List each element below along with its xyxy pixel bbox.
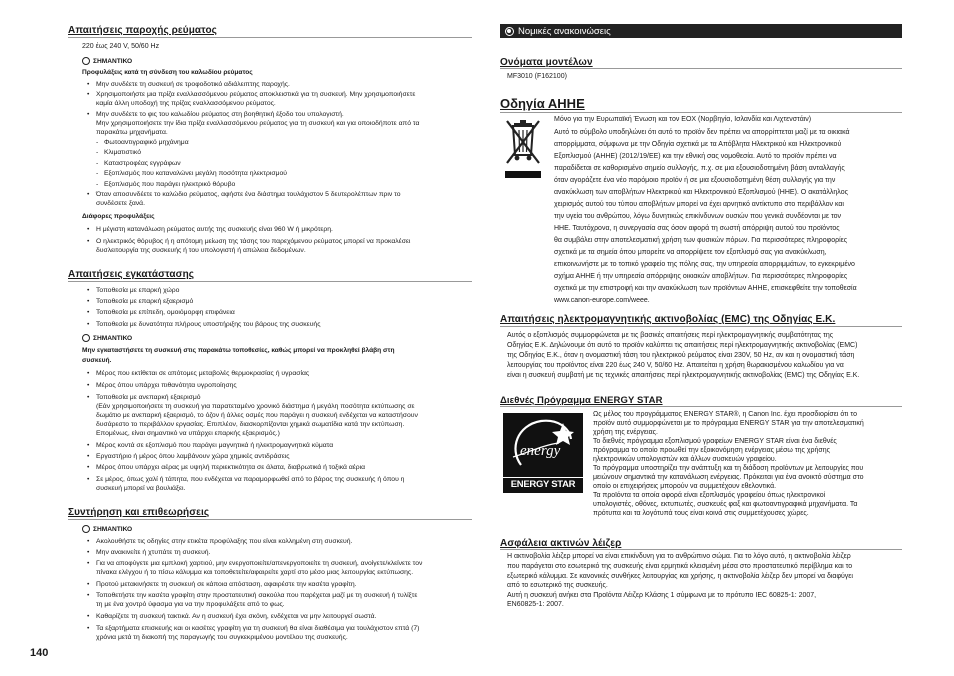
- weee-text: σχετικά με την επιστροφή και την ανακύκλωση των προϊόντων ΑΗΗΕ, επισκεφθείτε την τοποθεσία: [554, 285, 857, 292]
- dash-item: - Καταστροφέας εγγράφων: [104, 159, 181, 168]
- list-item: • Μέρος όπου υπάρχει πιθανότητα υγροποίησης: [96, 381, 237, 390]
- energy-star-text: υπολογιστές, οθόνες, εκτυπωτές, συσκευές φαξ και φωτοαντιγραφικά μηχανήματα. Τα: [593, 501, 858, 508]
- laser-text: Η ακτινοβολία λέιζερ μπορεί να είναι επικίνδυνη για το ανθρώπινο σώμα. Για το λόγο αυτό, η ακτινοβολία λέιζερ: [507, 553, 851, 560]
- list-item-cont: (Εάν χρησιμοποιήσετε τη συσκευή για παρατεταμένο χρονικό διάστημα ή μεγάλη ποσότητα εκτύπωσης σε: [96, 403, 415, 410]
- list-item: • Ακολουθήστε τις οδηγίες στην ετικέτα προφύλαξης που είναι κολλημένη στη συσκευή.: [96, 537, 352, 546]
- weee-text: σχετικά με τα σημεία όπου μπορείτε να απορρίψετε τον εξοπλισμό σας για ανακύκλωση,: [554, 249, 827, 256]
- important-label: ΣΗΜΑΝΤΙΚΟ: [82, 525, 132, 533]
- list-item: • Προτού μετακινήσετε τη συσκευή σε κάποια απόσταση, αφαιρέστε την κασέτα γραφίτη.: [96, 580, 357, 589]
- model-names-heading: Ονόματα μοντέλων: [500, 57, 593, 68]
- divider: [68, 519, 472, 520]
- dash-item: - Φωτοαντιγραφικό μηχάνημα: [104, 138, 189, 147]
- weee-text: απορρίμματα, σύμφωνα με την Οδηγία σχετικά με τα Απόβλητα Ηλεκτρικού και Ηλεκτρονικού: [554, 141, 842, 148]
- energy-star-text: μειώνουν σημαντικά την κατανάλωση ενέργειας. Πρόκειται για ένα ανοικτό σύστημα στο: [593, 474, 864, 481]
- weee-text: παραδίδεται σε καθορισμένο σημείο συλλογής, π.χ. σε μια εξουσιοδοτημένη βάση ανταλλαγής: [554, 165, 845, 172]
- energy-star-heading: Διεθνές Πρόγραμμα ENERGY STAR: [500, 395, 663, 406]
- weee-text: Μόνο για την Ευρωπαϊκή Ένωση και τον ΕΟΧ (Νορβηγία, Ισλανδία και Λιχτενστάιν): [554, 116, 812, 123]
- weee-text: Αυτό το σύμβολο υποδηλώνει ότι αυτό το προϊόν δεν πρέπει να απορρίπτεται μαζί με τα οικιακά: [554, 129, 850, 136]
- weee-text: χειρισμός αυτού του τύπου αποβλήτων μπορεί να έχει αρνητικό αντίκτυπο στο περιβάλλον και: [554, 201, 844, 208]
- divider: [500, 549, 902, 550]
- list-item-cont: καμία άλλη υποδοχή της πρίζας εναλλασσόμενου ρεύματος.: [96, 100, 276, 107]
- important-label: ΣΗΜΑΝΤΙΚΟ: [82, 57, 132, 65]
- energy-star-text: πρότυπα και τα λογότυπά τους είναι κοινά στις συμμετέχουσες χώρες.: [593, 510, 809, 517]
- laser-text: που παράγεται στο εσωτερικό της συσκευής είναι ερμητικά κλεισμένη μέσα στο προστατευτικό περίβλημα και το: [507, 563, 853, 570]
- weee-title: Οδηγία ΑΗΗΕ: [500, 96, 585, 111]
- list-item: • Μέρος όπου υπάρχει αέρας με υψηλή περιεκτικότητα σε άλατα, διαβρωτικά ή τοξικά αέρια: [96, 463, 365, 472]
- list-item-cont: συνδέσετε ξανά.: [96, 200, 145, 207]
- emc-text: Αυτός ο εξοπλισμός συμμορφώνεται με τις βασικές απαιτήσεις περί ηλεκτρομαγνητικής συμβατότητας της: [507, 332, 834, 339]
- subheading: συσκευή.: [82, 357, 112, 364]
- energy-star-text: οποίο οι επιχειρήσεις μπορούν να συμμετέχουν εθελοντικά.: [593, 483, 777, 490]
- weee-text: ΗΗΕ. Ταυτόχρονα, η συνεργασία σας όσον αφορά τη σωστή απόρριψη αυτού του προϊόντος: [554, 225, 840, 232]
- dash-item: - Εξοπλισμός που παράγει ηλεκτρικό θόρυβο: [104, 180, 235, 189]
- laser-text: από το εσωτερικό της συσκευής.: [507, 582, 608, 589]
- list-item: • Τοποθεσία με ανεπαρκή εξαερισμό: [96, 393, 201, 402]
- energy-star-text: Ως μέλος του προγράμματος ENERGY STAR®, η Canon Inc. έχει προσδιορίσει ότι το: [593, 411, 857, 418]
- laser-text: Αυτή η συσκευή ανήκει στα Προϊόντα Λέιζερ Κλάσης 1 σύμφωνα με το πρότυπο IEC 60825-1: 2007,: [507, 592, 817, 599]
- logo-divider: [503, 477, 583, 478]
- divider: [500, 326, 902, 327]
- svg-text:energy: energy: [520, 443, 561, 459]
- subheading: Μην εγκαταστήσετε τη συσκευή στις παρακάτω τοποθεσίες, καθώς μπορεί να προκληθεί βλάβη στη: [82, 347, 395, 354]
- list-item: • Μέρος κοντά σε εξοπλισμό που παράγει μαγνητικά ή ηλεκτρομαγνητικά κύματα: [96, 441, 333, 450]
- list-item: • Μην συνδέετε το φις του καλωδίου ρεύματος στη βοηθητική έξοδο του υπολογιστή.: [96, 110, 344, 119]
- weee-text: επικοινωνήστε με το τοπικό γραφείο της πόλης σας, την υπηρεσία απορριμμάτων, το εγκεκριμένο: [554, 261, 855, 268]
- emc-text: Οδηγίας Ε.Κ. Δηλώνουμε ότι αυτό το προϊόν καλύπτει τις απαιτήσεις περί ηλεκτρομαγνητικής ακτινοβολίας (EMC): [507, 342, 858, 349]
- divider: [500, 112, 902, 113]
- dash-item: - Κλιματιστικό: [104, 148, 141, 157]
- list-item-cont: δυσλειτουργία της συσκευής ή του υπολογιστή ή απώλεια δεδομένων.: [96, 247, 306, 254]
- list-item: • Τοποθετήστε την κασέτα γραφίτη στην προστατευτική σακούλα που παρέχεται μαζί με τη συσκευή ή τυλίξτε: [96, 591, 417, 600]
- energy-star-logo-text: ENERGY STAR: [510, 479, 576, 490]
- list-item: • Εργαστήριο ή μέρος όπου λαμβάνουν χώρα χημικές αντιδράσεις: [96, 452, 290, 461]
- list-item: • Ο ηλεκτρικός θόρυβος ή η απότομη μείωση της τάσης του παρεχόμενου ρεύματος μπορεί να προκαλέσει: [96, 237, 410, 246]
- energy-star-text: Τα προϊόντα τα οποία αφορά είναι εξοπλισμός γραφείου όπως ηλεκτρονικοί: [593, 492, 826, 499]
- important-icon: [82, 57, 90, 65]
- list-item-cont: χρόνια μετά τη διακοπή της παραγωγής του συγκεκριμένου μοντέλου της συσκευής.: [96, 634, 348, 641]
- list-item: • Μην ανακινείτε ή χτυπάτε τη συσκευή.: [96, 548, 210, 557]
- list-item: • Όταν αποσυνδέετε το καλώδιο ρεύματος, αφήστε ένα διάστημα τουλάχιστον 5 δευτερολέπτων πριν το: [96, 190, 401, 199]
- divider: [68, 37, 472, 38]
- list-item-cont: δυσάρεστο το περιβάλλον εργασίας. Επιπλέον, διασκορπίζονται χημικά σωματίδια κατά την εκτύπωση.: [96, 421, 405, 428]
- emc-heading: Απαιτήσεις ηλεκτρομαγνητικής ακτινοβολίας (EMC) της Οδηγίας Ε.Κ.: [500, 314, 836, 325]
- install-heading: Απαιτήσεις εγκατάστασης: [68, 269, 195, 280]
- voltage-text: 220 έως 240 V, 50/60 Hz: [82, 43, 160, 50]
- energy-star-text: πρόγραμμα το οποίο προωθεί την εξοικονόμηση ενέργειας μέσω της χρήσης: [593, 447, 830, 454]
- subheading: Διάφορες προφυλάξεις: [82, 213, 155, 220]
- list-item: • Τοποθεσία με επαρκή χώρο: [96, 286, 179, 295]
- list-item: • Τοποθεσία με επίπεδη, ομοιόμορφη επιφάνεια: [96, 308, 235, 317]
- model-name: MF3010 (F162100): [507, 73, 567, 80]
- energy-star-text: ηλεκτρονικών υπολογιστών και άλλων συσκευών γραφείου.: [593, 456, 777, 463]
- subheading: Προφυλάξεις κατά τη σύνδεση του καλωδίου ρεύματος: [82, 69, 253, 76]
- emc-text: λειτουργίας του προϊόντος είναι 220 έως 240 V, 50/60 Hz. Απαιτείται η χρήση θωρακισμένου καλωδίου για να: [507, 362, 844, 369]
- weee-text: σχήμα ΑΗΗΕ ή την υπηρεσία απόρριψης οικιακών αποβλήτων. Για περισσότερες πληροφορίες: [554, 273, 848, 280]
- list-item-cont: Μην χρησιμοποιήσετε την ίδια πρίζα εναλλασσόμενου ρεύματος για τη συσκευή και για οποιοδήποτε από τα: [96, 120, 420, 127]
- list-item-cont: συσκευή μπορεί να βουλιάξει.: [96, 485, 186, 492]
- list-item-cont: παρακάτω μηχανήματα.: [96, 129, 168, 136]
- list-item-cont: Επομένως, είναι σημαντικό να υπάρχει επαρκής εξαερισμός.): [96, 430, 280, 437]
- list-item: • Μην συνδέετε τη συσκευή σε τροφοδοτικό αδιάλειπτης παροχής.: [96, 80, 290, 89]
- important-icon: [82, 525, 90, 533]
- weee-link-text: www.canon-europe.com/weee.: [554, 297, 650, 304]
- list-item: • Καθαρίζετε τη συσκευή τακτικά. Αν η συσκευή έχει σκόνη, ενδέχεται να μην λειτουργεί σωστά.: [96, 612, 376, 621]
- weee-text: την υγεία του ανθρώπου, λόγω δυνητικώς επικίνδυνων ουσιών που γενικά συνδέονται με τον: [554, 213, 842, 220]
- dash-item: - Εξοπλισμός που καταναλώνει μεγάλη ποσότητα ηλεκτρισμού: [104, 169, 287, 178]
- page-number: 140: [30, 647, 49, 659]
- maintenance-heading: Συντήρηση και επιθεωρήσεις: [68, 507, 210, 518]
- energy-star-text: Το διεθνές πρόγραμμα εξοπλισμού γραφείων ENERGY STAR είναι ένα διεθνές: [593, 438, 837, 445]
- list-item-cont: τη με ένα χοντρό ύφασμα για να την προφυλάξετε από το φως.: [96, 601, 285, 608]
- important-icon: [82, 334, 90, 342]
- list-item: • Μέρος που εκτίθεται σε απότομες μεταβολές θερμοκρασίας ή υγρασίας: [96, 369, 309, 378]
- laser-safety-heading: Ασφάλεια ακτινών λέιζερ: [500, 538, 622, 549]
- list-item: • Για να αποφύγετε μια εμπλοκή χαρτιού, μην ενεργοποιείτε/απενεργοποιείτε τη συσκευή, ανοίγετε/κλείνετε τον: [96, 559, 422, 568]
- laser-text: εξωτερικό κάλυμμα. Σε κανονικές συνθήκες λειτουργίας και χρήσης, η ακτινοβολία λέιζερ δεν μπορεί να διαφύγει: [507, 573, 853, 580]
- energy-star-text: χρήση της ενέργειας.: [593, 429, 658, 436]
- emc-text: της Οδηγίας Ε.Κ., όταν η ονομαστική τάση του ηλεκτρικού ρεύματος είναι 230V, 50 Hz, αν και η ονομαστική τάση: [507, 352, 855, 359]
- list-item-cont: πίνακα ελέγχου ή το πίσω κάλυμμα και τοποθετείτε/αφαιρείτε χαρτί στο μέσο μιας λειτουργίας εκτύπωσης.: [96, 569, 414, 576]
- divider: [500, 68, 902, 69]
- power-heading: Απαιτήσεις παροχής ρεύματος: [68, 25, 217, 36]
- legal-notice-icon: [505, 27, 514, 36]
- divider: [68, 281, 472, 282]
- energy-star-logo: [503, 413, 583, 493]
- emc-text: είναι η συσκευή συμβατή με τις τεχνικές απαιτήσεις περί ηλεκτρομαγνητικής ακτινοβολίας (EMC) της Οδηγίας Ε.Κ.: [507, 372, 860, 379]
- list-item: • Χρησιμοποιήστε μια πρίζα εναλλασσόμενου ρεύματος αποκλειστικά για τη συσκευή. Μην χρησιμοποιήσετε: [96, 90, 415, 99]
- list-item: • Τοποθεσία με δυνατότητα πλήρους υποστήριξης του βάρους της συσκευής: [96, 320, 321, 329]
- weee-text: όταν αγοράζετε ένα νέο παρόμοιο προϊόν ή σε μια εξουσιοδοτημένη θέση συλλογής για την: [554, 177, 836, 184]
- list-item: • Τα εξαρτήματα επισκευής και οι κασέτες γραφίτη για τη συσκευή θα είναι διαθέσιμα για τουλάχιστον επτά (7): [96, 624, 419, 633]
- list-item: • Τοποθεσία με επαρκή εξαερισμό: [96, 297, 193, 306]
- laser-text: EN60825-1: 2007.: [507, 601, 564, 608]
- important-label: ΣΗΜΑΝΤΙΚΟ: [82, 334, 132, 342]
- weee-text: ανακύκλωση των αποβλήτων Ηλεκτρικού και Ηλεκτρονικού Εξοπλισμού (ΗΗΕ). Ο ακατάλληλος: [554, 189, 848, 196]
- weee-text: θα συμβάλει στην αποτελεσματική χρήση των φυσικών πόρων. Για περισσότερες πληροφορίες: [554, 237, 848, 244]
- weee-text: Εξοπλισμού (ΑΗΗΕ) (2012/19/ΕΕ) και την εθνική σας νομοθεσία. Αυτό το προϊόν πρέπει να: [554, 153, 837, 160]
- list-item-cont: δωμάτιο με ανεπαρκή εξαερισμό, το όζον ή άλλες οσμές που παράγει η συσκευή ενδέχεται να καταστήσουν: [96, 412, 418, 419]
- divider: [500, 406, 902, 407]
- energy-star-text: προϊόν αυτό συμμορφώνεται με το πρόγραμμα ENERGY STAR για την αποτελεσματική: [593, 420, 864, 427]
- list-item: • Η μέγιστη κατανάλωση ρεύματος αυτής της συσκευής είναι 960 W ή μικρότερη.: [96, 225, 333, 234]
- list-item: • Σε μέρος, όπως χαλί ή τάπητα, που ενδέχεται να παραμορφωθεί από το βάρος της συσκευής ή όπου η: [96, 475, 404, 484]
- energy-star-swoosh-icon: [503, 413, 583, 477]
- crossed-bin-icon: [501, 117, 545, 181]
- energy-star-text: Το πρόγραμμα υποστηρίζει την ανάπτυξη και τη διάδοση προϊόντων με λειτουργίες που: [593, 465, 864, 472]
- section-banner: Νομικές ανακοινώσεις: [500, 24, 902, 38]
